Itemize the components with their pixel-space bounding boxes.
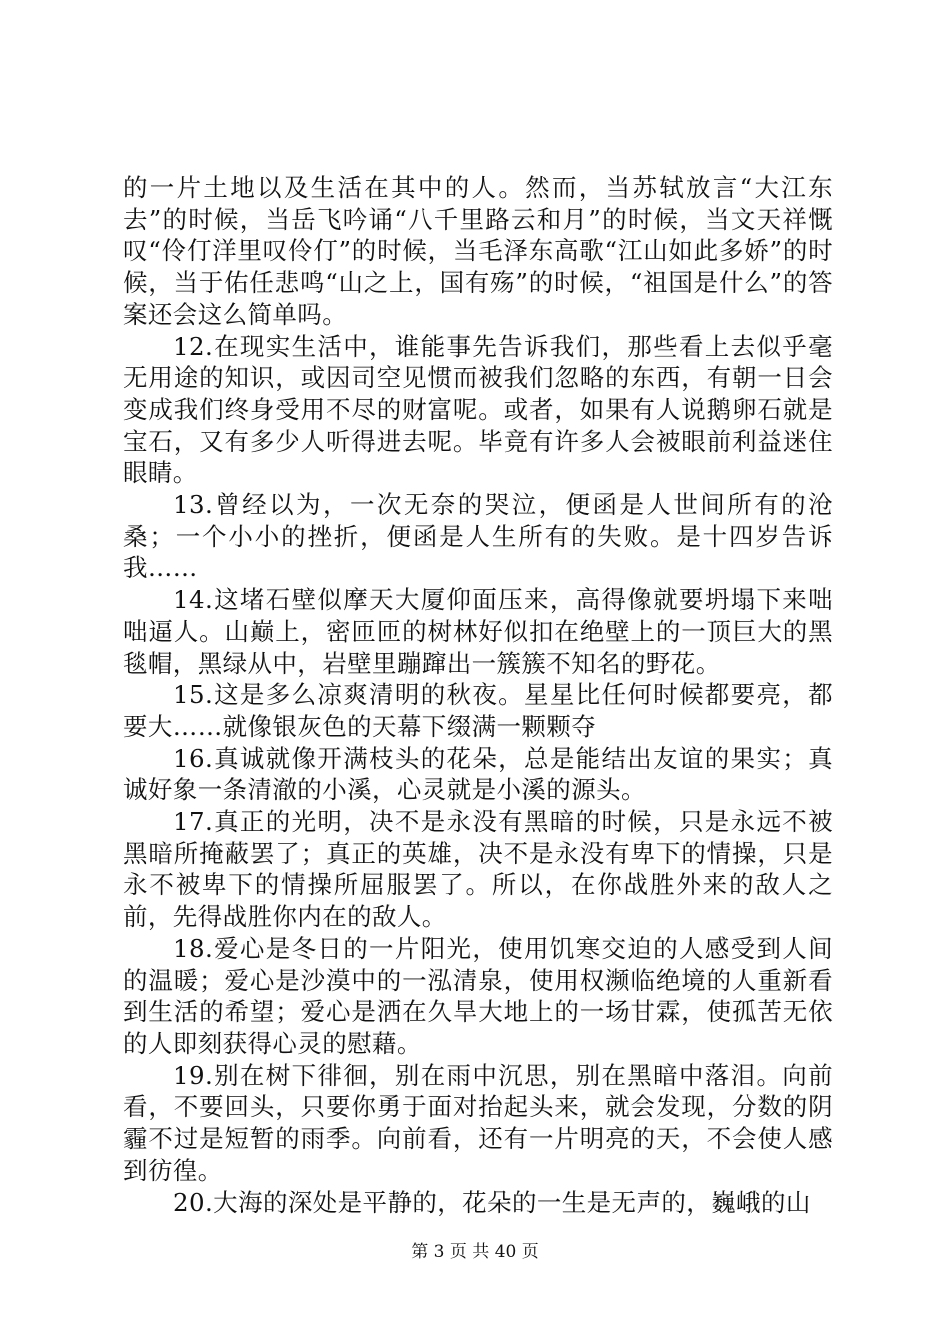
paragraph-17: 17.真正的光明，决不是永没有黑暗的时候，只是永远不被黑暗所掩蔽罢了；真正的英雄，决不是永没有卑下的情操，只是永不被卑下的情操所屈服罢了。所以，在你战胜外来的敌人之前，先得战胜你内在的敌人。: [123, 807, 833, 932]
paragraph-20: 20.大海的深处是平静的，花朵的一生是无声的，巍峨的山: [173, 1187, 811, 1217]
page-number-footer: 第 3 页 共 40 页: [411, 1242, 539, 1262]
document-body: [123, 172, 833, 1218]
paragraph-intro: 的一片土地以及生活在其中的人。然而，当苏轼放言“大江东去”的时候，当岳飞吟诵“八千里路云和月”的时候，当文天祥慨叹“伶仃洋里叹伶仃”的时候，当毛泽东高歌“江山如此多娇”的时候，当于佑任悲鸣“山之上，国有殇”的时候，“祖国是什么”的答案还会这么简单吗。: [123, 173, 833, 329]
paragraph-18: 18.爱心是冬日的一片阳光，使用饥寒交迫的人感受到人间的温暖；爱心是沙漠中的一泓清泉，使用权濒临绝境的人重新看到生活的希望；爱心是洒在久旱大地上的一场甘霖，使孤苦无依的人即刻获得心灵的慰藉。: [123, 933, 833, 1058]
paragraph-16: 16.真诚就像开满枝头的花朵，总是能结出友谊的果实；真诚好象一条清澈的小溪，心灵就是小溪的源头。: [123, 743, 833, 805]
paragraph-14: 14.这堵石壁似摩天大厦仰面压来，高得像就要坍塌下来咄咄逼人。山巅上，密匝匝的树林好似扣在绝壁上的一顶巨大的黑毯帽，黑绿从中，岩壁里蹦蹿出一簇簇不知名的野花。: [123, 585, 833, 678]
paragraph-13: 13.曾经以为，一次无奈的哭泣，便函是人世间所有的沧桑；一个小小的挫折，便函是人生所有的失败。是十四岁告诉我……: [123, 490, 833, 583]
paragraph-12: 12.在现实生活中，谁能事先告诉我们，那些看上去似乎毫无用途的知识，或因司空见惯而被我们忽略的东西，有朝一日会变成我们终身受用不尽的财富呢。或者，如果有人说鹅卵石就是宝石，又有多少人听得进去呢。毕竟有许多人会被眼前利益迷住眼睛。: [123, 331, 833, 488]
paragraph-19: 19.别在树下徘徊，别在雨中沉思，别在黑暗中落泪。向前看，不要回头，只要你勇于面对抬起头来，就会发现，分数的阴霾不过是短暂的雨季。向前看，还有一片明亮的天，不会使人感到彷徨。: [123, 1060, 833, 1185]
paragraph-15: 15.这是多么凉爽清明的秋夜。星星比任何时候都要亮，都要大……就像银灰色的天幕下缀满一颗颗夺: [123, 680, 833, 741]
